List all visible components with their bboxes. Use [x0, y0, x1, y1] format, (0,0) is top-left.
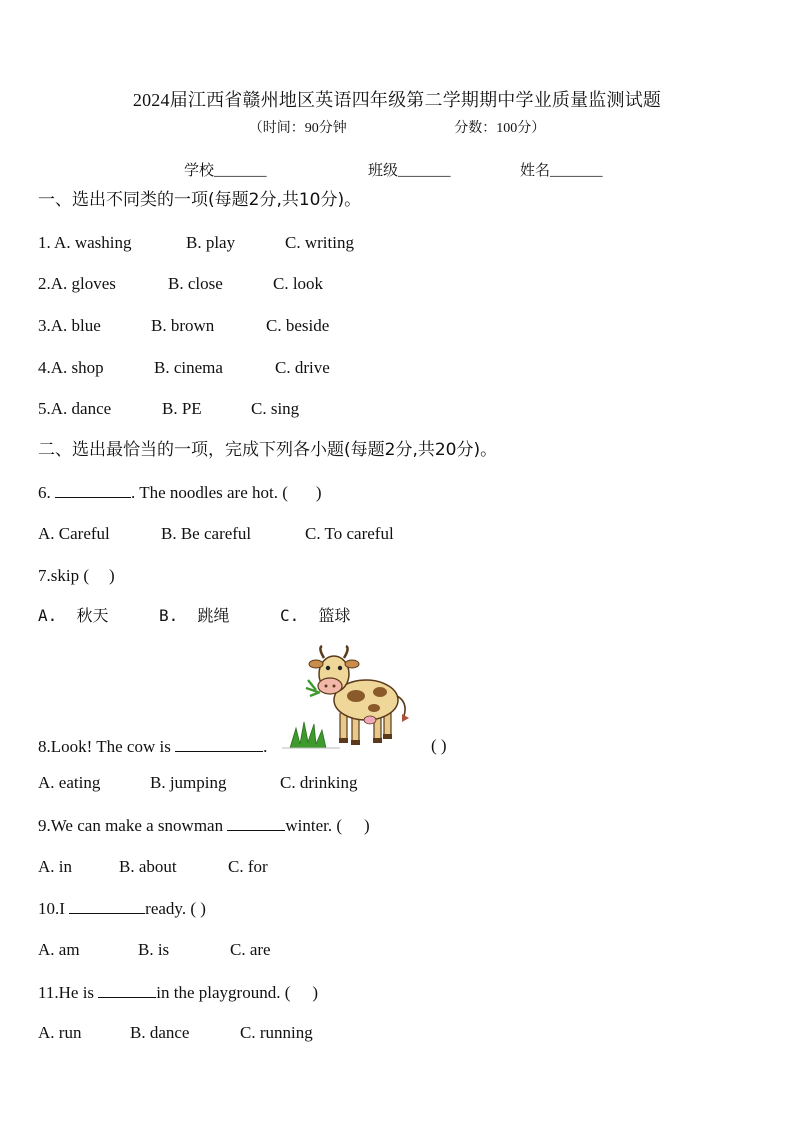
q10-option-c[interactable]: C. are — [230, 940, 271, 959]
school-field[interactable]: 学校_______ — [184, 163, 267, 179]
q5-option-b[interactable]: B. PE — [162, 399, 202, 418]
q8-option-c[interactable]: C. drinking — [280, 773, 358, 792]
q10-option-b[interactable]: B. is — [138, 940, 170, 959]
q1-option-b[interactable]: B. play — [186, 233, 236, 252]
q11-text-end: in the playground. ( — [156, 983, 291, 1002]
total-score: 分数：100分） — [454, 121, 546, 136]
q10-option-a[interactable]: A. am — [38, 940, 80, 959]
name-field[interactable]: 姓名_______ — [520, 163, 603, 179]
question-9-stem — [38, 815, 370, 836]
section1-heading: 一、选出不同类的一项(每题2分,共10分)。 — [38, 190, 362, 210]
question-8-stem — [38, 736, 267, 757]
q4-option-b[interactable]: B. cinema — [154, 358, 223, 377]
question-7-options — [38, 606, 351, 686]
q7-option-c[interactable]: C. 篮球 — [280, 606, 351, 625]
q6-option-a[interactable]: A. Careful — [38, 524, 110, 543]
q5-option-a[interactable]: 5.A. dance — [38, 399, 112, 418]
question-11-options — [38, 1023, 313, 1103]
q9-close-paren: ) — [364, 816, 370, 835]
q9-text: 9.We can make a snowman — [38, 816, 228, 835]
q10-text: 10.I — [38, 899, 70, 918]
q2-option-b[interactable]: B. close — [168, 274, 223, 293]
question-7-stem — [38, 566, 115, 586]
q3-option-c[interactable]: C. beside — [266, 316, 330, 335]
q11-text: 11.He is — [38, 983, 99, 1002]
q2-option-c[interactable]: C. look — [273, 274, 324, 293]
q8-answer-blank[interactable] — [175, 736, 263, 752]
q6-option-b[interactable]: B. Be careful — [161, 524, 252, 543]
q6-option-c[interactable]: C. To careful — [305, 524, 394, 543]
time-limit: （时间：90分钟 — [248, 121, 347, 136]
q7-option-b[interactable]: B. 跳绳 — [159, 606, 230, 625]
q8-text: 8.Look! The cow is — [38, 737, 176, 756]
q5-option-c[interactable]: C. sing — [251, 399, 300, 418]
q8-period: . — [263, 737, 268, 756]
q11-option-b[interactable]: B. dance — [130, 1023, 190, 1042]
q6-close-paren: ) — [315, 483, 322, 502]
question-6-stem — [38, 482, 322, 503]
q1-option-a[interactable]: 1. A. washing — [38, 233, 132, 252]
q3-option-b[interactable]: B. brown — [151, 316, 215, 335]
q3-option-a[interactable]: 3.A. blue — [38, 316, 101, 335]
q9-option-a[interactable]: A. in — [38, 857, 72, 876]
q4-option-c[interactable]: C. drive — [275, 358, 330, 377]
q8-option-b[interactable]: B. jumping — [150, 773, 227, 792]
q6-answer-blank[interactable] — [55, 482, 131, 498]
q11-close-paren: ) — [312, 983, 319, 1002]
q7-text: 7.skip ( — [38, 566, 89, 585]
q4-option-a[interactable]: 4.A. shop — [38, 358, 104, 377]
q9-answer-blank[interactable] — [227, 815, 285, 831]
q6-number: 6. — [38, 483, 55, 502]
class-field[interactable]: 班级_______ — [368, 163, 451, 179]
q11-answer-blank[interactable] — [98, 982, 156, 998]
exam-title: 2024届江西省赣州地区英语四年级第二学期期中学业质量监测试题 — [132, 90, 662, 110]
cow-eating-grass-image — [282, 644, 422, 750]
q8-answer-paren[interactable]: ( ) — [431, 736, 447, 755]
q8-option-a[interactable]: A. eating — [38, 773, 101, 792]
q10-text-end: ready. ( ) — [145, 899, 206, 918]
q9-option-b[interactable]: B. about — [119, 857, 177, 876]
q2-option-a[interactable]: 2.A. gloves — [38, 274, 116, 293]
question-11-stem — [38, 982, 318, 1003]
q9-text-end: winter. ( — [285, 816, 342, 835]
q11-option-a[interactable]: A. run — [38, 1023, 82, 1042]
question-10-stem — [38, 898, 206, 919]
q7-close-paren: ) — [109, 566, 115, 585]
section2-heading: 二、选出最恰当的一项，完成下列各小题(每题2分,共20分)。 — [38, 440, 498, 460]
q11-option-c[interactable]: C. running — [240, 1023, 313, 1042]
q1-option-c[interactable]: C. writing — [285, 233, 354, 252]
exam-subtitle — [0, 117, 794, 137]
q9-option-c[interactable]: C. for — [228, 857, 268, 876]
q6-text: . The noodles are hot. ( — [131, 483, 288, 502]
q10-answer-blank[interactable] — [69, 898, 145, 914]
q7-option-a[interactable]: A. 秋天 — [38, 606, 109, 625]
